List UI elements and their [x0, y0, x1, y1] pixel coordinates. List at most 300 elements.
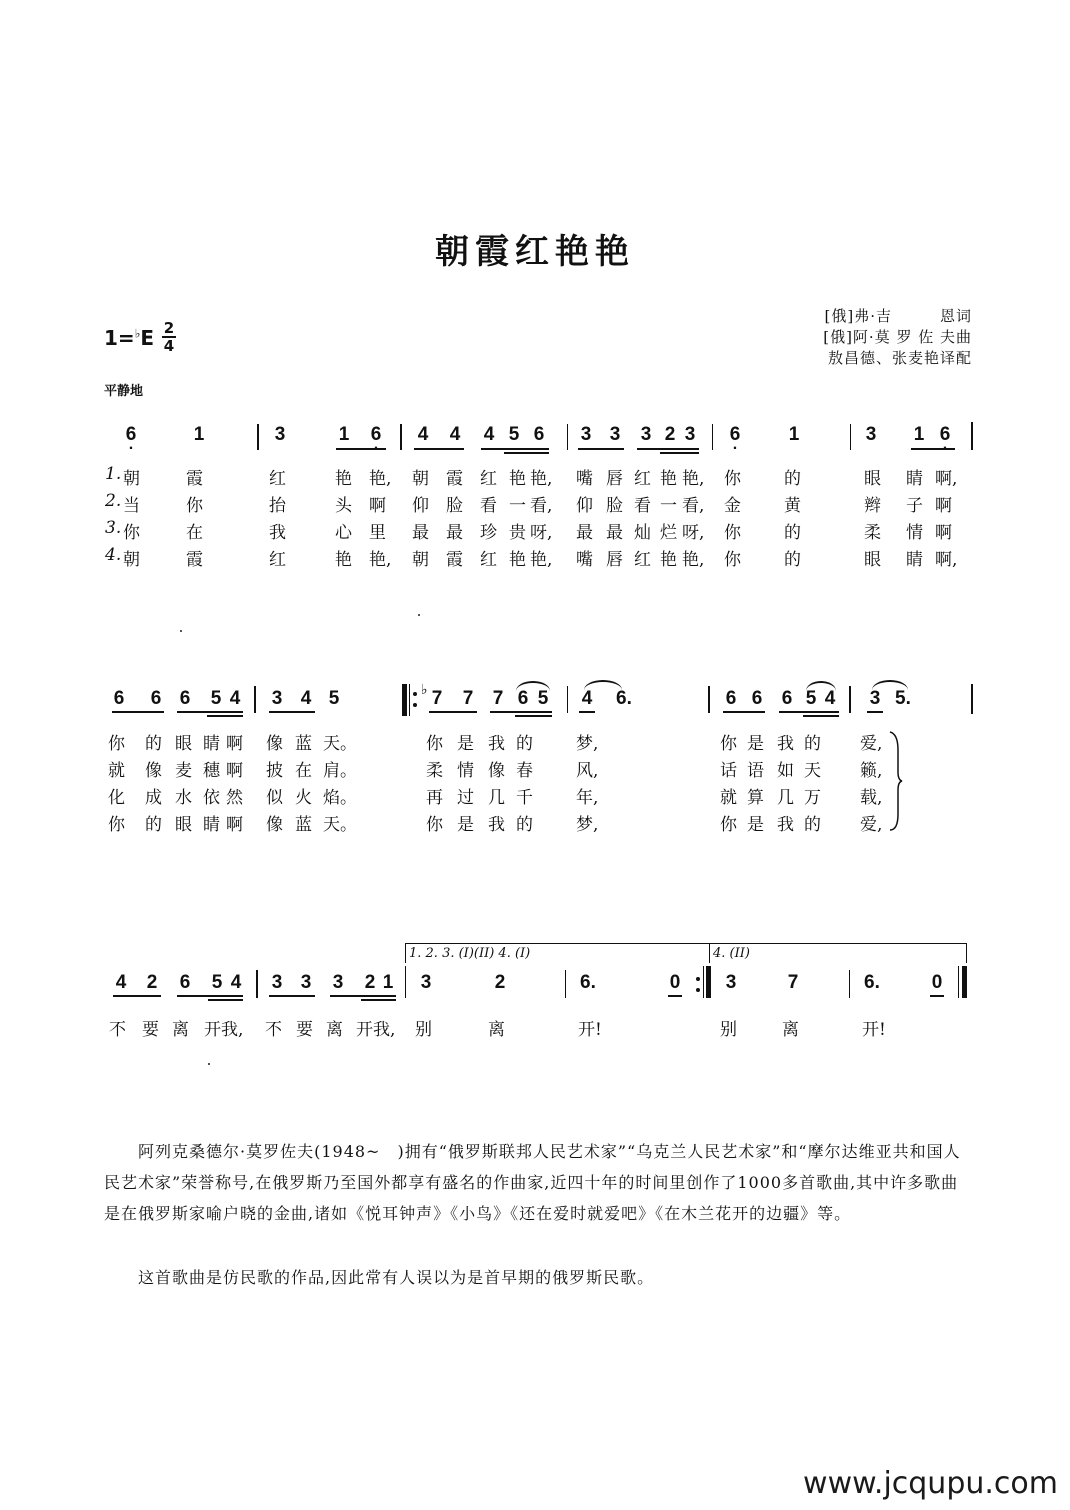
- lyric: 要: [296, 1020, 313, 1040]
- time-signature-top: 2: [163, 319, 175, 337]
- lyric: 呀,: [530, 523, 553, 543]
- underline: [490, 711, 552, 713]
- scan-speck: [180, 630, 182, 632]
- lyric: 艳: [660, 469, 677, 489]
- lyric: 的: [784, 550, 801, 570]
- underline: [177, 711, 243, 713]
- lyric: 在: [186, 523, 203, 543]
- note: 4: [483, 424, 495, 445]
- lyric: 梦,: [576, 815, 599, 835]
- double-underline: [207, 715, 243, 717]
- underline: [867, 711, 883, 713]
- note: 7: [462, 688, 474, 709]
- underline: [112, 711, 164, 713]
- note: 6 .: [726, 424, 744, 446]
- barline: [400, 424, 402, 450]
- lyric: 你: [720, 734, 737, 754]
- note: 2: [664, 424, 676, 445]
- lyric: 离: [326, 1020, 343, 1040]
- barline: [850, 424, 851, 450]
- lyric: 情: [906, 523, 923, 543]
- verse-number: 1.: [105, 464, 122, 484]
- lyric: 眼: [175, 734, 192, 754]
- volta-1-label: 1. 2. 3. (I)(II) 4. (I): [409, 946, 531, 961]
- time-signature: [160, 320, 178, 354]
- note: 5: [210, 688, 222, 709]
- repeat-dot: [696, 988, 700, 992]
- note: 4: [824, 688, 836, 709]
- lyric: 几: [777, 788, 794, 808]
- lyric: 成: [145, 788, 162, 808]
- lyric: 的: [145, 734, 162, 754]
- lyric: 你: [108, 734, 125, 754]
- lyric: 眼: [864, 469, 881, 489]
- lyric: 红: [480, 469, 497, 489]
- lyric: 焰。: [323, 788, 357, 808]
- lyric: 你: [426, 815, 443, 835]
- note: 6.: [616, 688, 632, 709]
- lyric: 是: [747, 734, 764, 754]
- lyric: 如: [777, 761, 794, 781]
- lyric: 子: [906, 496, 923, 516]
- note: 3: [271, 972, 283, 993]
- lyric: 睛: [203, 734, 220, 754]
- lyric: 火: [295, 788, 312, 808]
- lyric: 的: [784, 523, 801, 543]
- note: 6 .: [367, 424, 385, 446]
- lyric: 离: [782, 1020, 799, 1040]
- lyric: 霞: [446, 469, 463, 489]
- key-prefix: 1=: [104, 326, 135, 350]
- song-title: 朝霞红艳艳: [435, 232, 635, 272]
- lyric: 红: [269, 469, 286, 489]
- flat-icon: ♭: [421, 682, 428, 698]
- note: 6.: [864, 972, 880, 993]
- repeat-dot: [413, 692, 417, 696]
- lyric: 艳,: [369, 469, 392, 489]
- lyric: 啊: [226, 734, 243, 754]
- slur: [516, 681, 550, 691]
- note: 5: [537, 688, 549, 709]
- lyric: 灿: [634, 523, 651, 543]
- underline: [330, 995, 396, 997]
- lyric: 金: [724, 496, 741, 516]
- lyric: 离: [488, 1020, 505, 1040]
- lyric: 开!: [578, 1020, 602, 1040]
- lyric: 就: [720, 788, 737, 808]
- lyric: 你: [724, 550, 741, 570]
- note: 1: [338, 424, 350, 445]
- barline: [257, 424, 259, 450]
- barline: [567, 424, 568, 450]
- note: 6: [781, 688, 793, 709]
- lyric: 梦,: [576, 734, 599, 754]
- lyric: 嘴: [576, 469, 593, 489]
- lyric: 你: [186, 496, 203, 516]
- lyric: 几: [488, 788, 505, 808]
- note: 6: [179, 688, 191, 709]
- note: 7: [492, 688, 504, 709]
- lyric: 艳,: [530, 469, 553, 489]
- double-underline: [660, 452, 699, 454]
- verse-number: 4.: [105, 545, 122, 565]
- barline: [971, 422, 973, 450]
- lyric: 蓝: [295, 815, 312, 835]
- final-barline-thick: [962, 966, 967, 998]
- barline: [405, 966, 406, 998]
- underline: [414, 448, 464, 450]
- lyric: 当: [123, 496, 140, 516]
- note: 2: [364, 972, 376, 993]
- underline: [336, 448, 386, 450]
- note: 3: [580, 424, 592, 445]
- volta-2-end: [966, 943, 967, 963]
- lyric: 红: [634, 469, 651, 489]
- note: 3: [420, 972, 432, 993]
- underline: [578, 448, 624, 450]
- note: 3: [609, 424, 621, 445]
- double-underline: [515, 715, 552, 717]
- lyric: 天: [804, 761, 821, 781]
- note: 5: [508, 424, 520, 445]
- lyric: 载,: [860, 788, 883, 808]
- credits: [823, 306, 972, 369]
- lyric: 脸: [606, 496, 623, 516]
- double-underline: [208, 999, 243, 1001]
- note: 3: [300, 972, 312, 993]
- volta-2-side: [709, 943, 710, 963]
- lyric: 啊: [226, 761, 243, 781]
- lyric: 再: [426, 788, 443, 808]
- flat-icon: ♭: [134, 326, 141, 341]
- lyric: 千: [516, 788, 533, 808]
- note: 0: [669, 972, 681, 993]
- underline: [177, 995, 243, 997]
- note: 3: [865, 424, 877, 445]
- volta-2-bracket: [709, 943, 966, 944]
- lyric: 风,: [576, 761, 599, 781]
- lyric: 蓝: [295, 734, 312, 754]
- note: 4: [229, 688, 241, 709]
- note: 2: [146, 972, 158, 993]
- note: 5: [328, 688, 340, 709]
- lyric: 嘴: [576, 550, 593, 570]
- lyric: 一: [509, 496, 526, 516]
- song-note-paragraph: 这首歌曲是仿民歌的作品,因此常有人误以为是首早期的俄罗斯民歌。: [138, 1268, 655, 1287]
- lyric: 啊: [226, 815, 243, 835]
- lyric: 仰: [576, 496, 593, 516]
- lyric: 头: [335, 496, 352, 516]
- repeat-start-thin: [409, 684, 410, 716]
- lyric: 艳,: [369, 550, 392, 570]
- lyric: 艳,: [530, 550, 553, 570]
- lyric: 过: [457, 788, 474, 808]
- lyric: 最: [576, 523, 593, 543]
- lyric: 似: [266, 788, 283, 808]
- barline: [849, 970, 850, 998]
- lyric: 啊,: [935, 550, 958, 570]
- lyric: 红: [269, 550, 286, 570]
- lyric: 穗: [203, 761, 220, 781]
- lyric: 一: [660, 496, 677, 516]
- double-underline: [803, 715, 839, 717]
- underline: [481, 448, 549, 450]
- lyric: 的: [784, 469, 801, 489]
- lyric: 红: [480, 550, 497, 570]
- lyric: 是: [457, 815, 474, 835]
- repeat-dot: [413, 703, 417, 707]
- time-signature-bottom: 4: [163, 337, 175, 355]
- note: 1: [788, 424, 800, 445]
- note: 7: [431, 688, 443, 709]
- key-letter: E: [140, 326, 155, 350]
- lyric: 看,: [682, 496, 705, 516]
- lyric: 籁,: [860, 761, 883, 781]
- lyric: 烂: [660, 523, 677, 543]
- underline: [637, 448, 699, 450]
- lyric: 你: [108, 815, 125, 835]
- lyric: 你: [724, 523, 741, 543]
- underline: [930, 995, 944, 997]
- lyric: 呀,: [682, 523, 705, 543]
- lyricist-credit: [俄]弗·吉 恩词: [824, 307, 972, 325]
- underline: [429, 711, 477, 713]
- lyric: 艳,: [682, 469, 705, 489]
- note: 3: [725, 972, 737, 993]
- lyric: 啊: [935, 523, 952, 543]
- verse-number: 2.: [105, 491, 122, 511]
- note: 2: [494, 972, 506, 993]
- lyric: 像: [145, 761, 162, 781]
- lyric: 辫: [864, 496, 881, 516]
- repeat-end-thin: [703, 966, 704, 998]
- lyric: 像: [488, 761, 505, 781]
- lyric: 艳: [335, 469, 352, 489]
- brace-icon: [888, 730, 904, 832]
- lyric: 化: [108, 788, 125, 808]
- note: 6: [150, 688, 162, 709]
- watermark: www.jcqupu.com: [803, 1466, 1058, 1501]
- lyric: 春: [516, 761, 533, 781]
- lyric: 年,: [576, 788, 599, 808]
- repeat-start-barline: [402, 684, 407, 716]
- scan-speck: [208, 1063, 210, 1065]
- barline: [567, 686, 568, 713]
- repeat-end-barline: [706, 966, 711, 998]
- slur: [584, 680, 622, 690]
- lyric: 最: [606, 523, 623, 543]
- lyric: 我: [488, 815, 505, 835]
- lyric: 朝: [412, 550, 429, 570]
- note: 3: [271, 688, 283, 709]
- lyric: 眼: [864, 550, 881, 570]
- note: 6: [179, 972, 191, 993]
- note: 3: [274, 424, 286, 445]
- barline: [708, 686, 710, 713]
- lyric: 你: [426, 734, 443, 754]
- note: 3: [640, 424, 652, 445]
- lyric: 天。: [323, 815, 357, 835]
- barline: [849, 686, 851, 713]
- note: 4: [300, 688, 312, 709]
- lyric: 最: [412, 523, 429, 543]
- note: 6 .: [122, 424, 140, 446]
- lyric: 算: [747, 788, 764, 808]
- final-barline-thin: [958, 966, 959, 998]
- lyric: 啊: [935, 496, 952, 516]
- note: 0: [931, 972, 943, 993]
- slur: [872, 680, 908, 690]
- note: 6: [113, 688, 125, 709]
- underline: [779, 711, 839, 713]
- lyric: 睛: [906, 550, 923, 570]
- lyric: 睛: [203, 815, 220, 835]
- lyric: 艳: [660, 550, 677, 570]
- underline: [113, 995, 161, 997]
- note: 6 .: [936, 424, 954, 446]
- lyric: 在: [295, 761, 312, 781]
- note: 4: [581, 688, 593, 709]
- note: 5: [805, 688, 817, 709]
- lyric: 情: [457, 761, 474, 781]
- lyric: 脸: [446, 496, 463, 516]
- lyric: 开我,: [204, 1020, 244, 1040]
- lyric: 水: [175, 788, 192, 808]
- lyric: 别: [720, 1020, 737, 1040]
- translator-credit: 敖昌德、张麦艳译配: [827, 349, 972, 367]
- lyric: 贵: [509, 523, 526, 543]
- note: 1: [913, 424, 925, 445]
- lyric: 你: [724, 469, 741, 489]
- lyric: 眼: [175, 815, 192, 835]
- lyric: 不: [109, 1020, 126, 1040]
- note: 4: [230, 972, 242, 993]
- lyric: 艳: [509, 550, 526, 570]
- slur: [806, 681, 836, 691]
- barline: [971, 684, 973, 714]
- note: 3: [332, 972, 344, 993]
- note: 6: [517, 688, 529, 709]
- note: 5.: [895, 688, 911, 709]
- lyric: 的: [145, 815, 162, 835]
- note: 6: [533, 424, 545, 445]
- lyric: 我: [777, 734, 794, 754]
- composer-credit: [俄]阿·莫 罗 佐 夫曲: [823, 328, 972, 346]
- lyric: 我: [777, 815, 794, 835]
- lyric: 要: [142, 1020, 159, 1040]
- lyric: 不: [265, 1020, 282, 1040]
- lyric: 啊,: [935, 469, 958, 489]
- note: 3: [684, 424, 696, 445]
- lyric: 的: [804, 815, 821, 835]
- barline: [256, 970, 258, 998]
- lyric: 看: [480, 496, 497, 516]
- lyric: 语: [747, 761, 764, 781]
- underline: [668, 995, 682, 997]
- lyric: 万: [804, 788, 821, 808]
- barline: [712, 424, 713, 450]
- composer-bio-paragraph: 阿列克桑德尔·莫罗佐夫(1948~ )拥有“俄罗斯联邦人民艺术家”“乌克兰人民艺术家”和“摩尔达维亚共和国人民艺术家”荣誉称号,在俄罗斯乃至国外都享有盛名的作曲家,近四十年的时间里创作了1000多首歌曲,其中许多歌曲是在俄罗斯家喻户晓的金曲,诸如《悦耳钟声》《小鸟》《还在爱时就爱吧》《在木兰花开的边疆》等。: [104, 1142, 961, 1223]
- lyric: 唇: [606, 550, 623, 570]
- lyric: 看,: [530, 496, 553, 516]
- lyric: 红: [634, 550, 651, 570]
- double-underline: [504, 452, 549, 454]
- lyric: 里: [369, 523, 386, 543]
- lyric: 朝: [123, 469, 140, 489]
- note: 6.: [580, 972, 596, 993]
- lyric: 看: [634, 496, 651, 516]
- lyric: 我: [488, 734, 505, 754]
- lyric: 爱,: [860, 815, 883, 835]
- verse-number: 3.: [105, 518, 122, 538]
- lyric: 像: [266, 815, 283, 835]
- note: 1: [193, 424, 205, 445]
- key-signature: [104, 326, 154, 350]
- underline: [269, 995, 315, 997]
- lyric: 柔: [426, 761, 443, 781]
- lyric: 我: [269, 523, 286, 543]
- lyric: 天。: [323, 734, 357, 754]
- lyric: 最: [446, 523, 463, 543]
- lyric: 霞: [186, 550, 203, 570]
- lyric: 仰: [412, 496, 429, 516]
- lyric: 霞: [446, 550, 463, 570]
- note: 1: [382, 972, 394, 993]
- lyric: 的: [804, 734, 821, 754]
- lyric: 开!: [862, 1020, 886, 1040]
- scan-speck: [418, 614, 420, 616]
- lyric: 艳: [509, 469, 526, 489]
- lyric: 的: [516, 734, 533, 754]
- barline: [254, 686, 256, 713]
- lyric: 啊: [369, 496, 386, 516]
- lyric: 爱,: [860, 734, 883, 754]
- lyric: 麦: [175, 761, 192, 781]
- lyric: 朝: [123, 550, 140, 570]
- lyric: 黄: [784, 496, 801, 516]
- lyric: 柔: [864, 523, 881, 543]
- lyric: 披: [266, 761, 283, 781]
- underline: [269, 711, 315, 713]
- lyric: 艳: [335, 550, 352, 570]
- underline: [911, 448, 955, 450]
- note: 6: [725, 688, 737, 709]
- lyric: 像: [266, 734, 283, 754]
- lyric: 艳,: [682, 550, 705, 570]
- repeat-dot: [696, 977, 700, 981]
- lyric: 就: [108, 761, 125, 781]
- lyric: 霞: [186, 469, 203, 489]
- note: 4: [449, 424, 461, 445]
- lyric: 开我,: [356, 1020, 396, 1040]
- lyric: 睛: [906, 469, 923, 489]
- lyric: 然: [226, 788, 243, 808]
- lyric: 的: [516, 815, 533, 835]
- volta-1-side: [405, 943, 406, 963]
- double-underline: [361, 999, 396, 1001]
- note: 4: [417, 424, 429, 445]
- lyric: 是: [747, 815, 764, 835]
- tempo-marking: 平静地: [104, 384, 144, 399]
- lyric: 是: [457, 734, 474, 754]
- note: 7: [787, 972, 799, 993]
- underline: [723, 711, 765, 713]
- lyric: 话: [720, 761, 737, 781]
- barline: [565, 970, 566, 998]
- lyric: 别: [415, 1020, 432, 1040]
- lyric: 你: [720, 815, 737, 835]
- underline: [579, 711, 595, 713]
